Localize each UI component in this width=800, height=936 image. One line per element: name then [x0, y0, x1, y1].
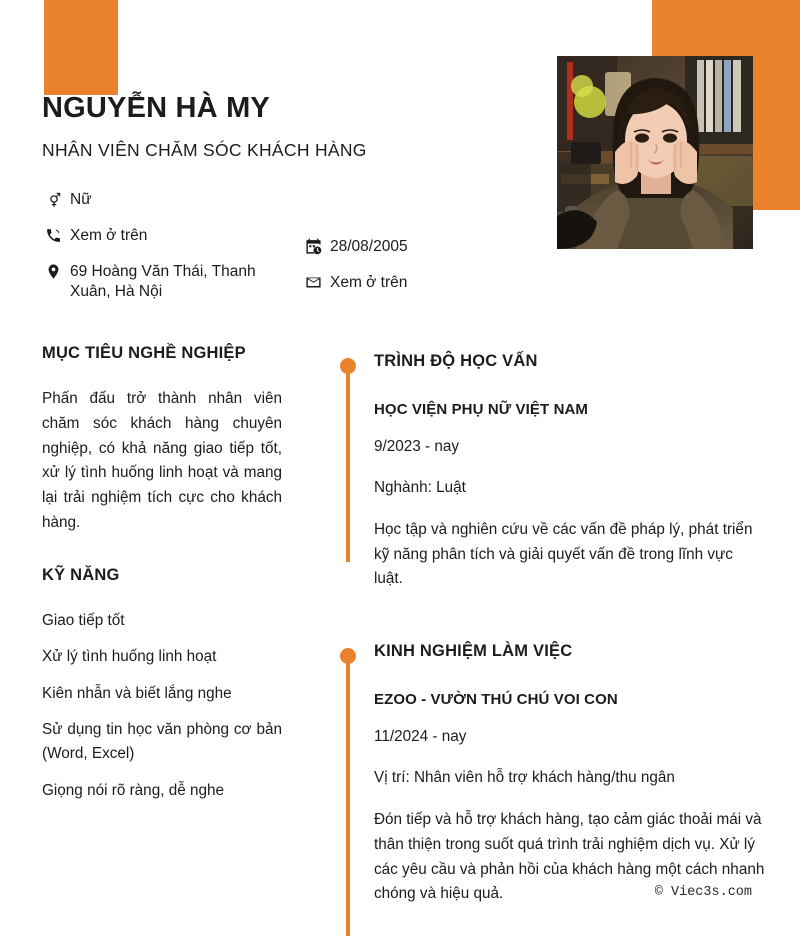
- watermark: © Viec3s.com: [654, 885, 752, 900]
- experience-period: 11/2024 - nay: [374, 728, 467, 746]
- education-section-title: TRÌNH ĐỘ HỌC VẤN: [374, 352, 538, 370]
- right-column: [336, 352, 766, 907]
- contact-value-phone: Xem ở trên: [70, 227, 148, 244]
- cv-header: [0, 0, 800, 300]
- list-item: Sử dụng tin học văn phòng cơ bản (Word, Excel): [42, 721, 282, 763]
- contact-column-left: [40, 190, 290, 313]
- contact-column-right: [300, 190, 550, 309]
- list-item: Kiên nhẫn và biết lắng nghe: [42, 684, 232, 702]
- skills-section-title: KỸ NĂNG: [42, 565, 120, 584]
- contact-item-gender: [40, 190, 290, 214]
- accent-block-left: [44, 0, 118, 95]
- contact-item-email: [300, 273, 550, 297]
- contact-item-birthdate: [300, 237, 550, 261]
- profile-photo: [557, 56, 753, 249]
- contact-item-address: [40, 262, 290, 303]
- timeline-dot-icon: [340, 648, 356, 664]
- education-organization: HỌC VIỆN PHỤ NỮ VIỆT NAM: [374, 401, 589, 418]
- experience-section: [336, 642, 766, 907]
- education-section: [336, 352, 766, 614]
- job-title: NHÂN VIÊN CHĂM SÓC KHÁCH HÀNG: [42, 140, 367, 160]
- objective-text: Phấn đấu trở thành nhân viên chăm sóc khách hàng chuyên nghiệp, có khả năng giao tiếp tốt, xử lý tình huống linh hoạt và mang lại trải nghiệm tích cực cho khách hàng.: [42, 390, 282, 531]
- education-major: Nghành: Luật: [374, 478, 466, 496]
- page-title: NGUYỄN HÀ MY: [42, 92, 270, 124]
- timeline-line: [346, 362, 350, 562]
- list-item: Xử lý tình huống linh hoạt: [42, 648, 217, 666]
- experience-organization: EZOO - VƯỜN THÚ CHÚ VOI CON: [374, 691, 618, 709]
- experience-position: Vị trí: Nhân viên hỗ trợ khách hàng/thu ngân: [374, 769, 675, 787]
- timeline-dot-icon: [340, 358, 356, 374]
- experience-section-title: KINH NGHIỆM LÀM VIỆC: [374, 642, 573, 661]
- education-description: Học tập và nghiên cứu về các vấn đề pháp lý, phát triển kỹ năng phân tích và giải quyết vấn đề trong lĩnh vực luật.: [374, 520, 753, 588]
- contact-spacer: [300, 190, 550, 237]
- experience-description: Đón tiếp và hỗ trợ khách hàng, tạo cảm giác thoải mái và thân thiện trong suốt quá trình trải nghiệm dịch vụ. Xử lý các yêu cầu và phản hồi của khách hàng một cách nhanh chóng và hiệu quả.: [374, 811, 765, 903]
- education-period: 9/2023 - nay: [374, 438, 460, 455]
- skills-list: [42, 609, 282, 804]
- envelope-icon: [300, 273, 326, 291]
- contact-value-birthdate: 28/08/2005: [330, 238, 408, 255]
- contact-value-address: 69 Hoàng Văn Thái, Thanh Xuân, Hà Nội: [70, 263, 256, 301]
- list-item: Giao tiếp tốt: [42, 611, 125, 629]
- timeline-line: [346, 652, 350, 936]
- list-item: Giọng nói rõ ràng, dễ nghe: [42, 781, 224, 799]
- contact-value-gender: Nữ: [70, 191, 92, 208]
- objective-section-title: MỤC TIÊU NGHỀ NGHIỆP: [42, 344, 246, 362]
- contact-item-phone: [40, 226, 290, 250]
- calendar-icon: [300, 237, 326, 255]
- phone-icon: [40, 226, 66, 244]
- gender-icon: [40, 190, 66, 208]
- left-column: [42, 344, 282, 803]
- location-pin-icon: [40, 262, 66, 280]
- contact-value-email: Xem ở trên: [330, 274, 408, 291]
